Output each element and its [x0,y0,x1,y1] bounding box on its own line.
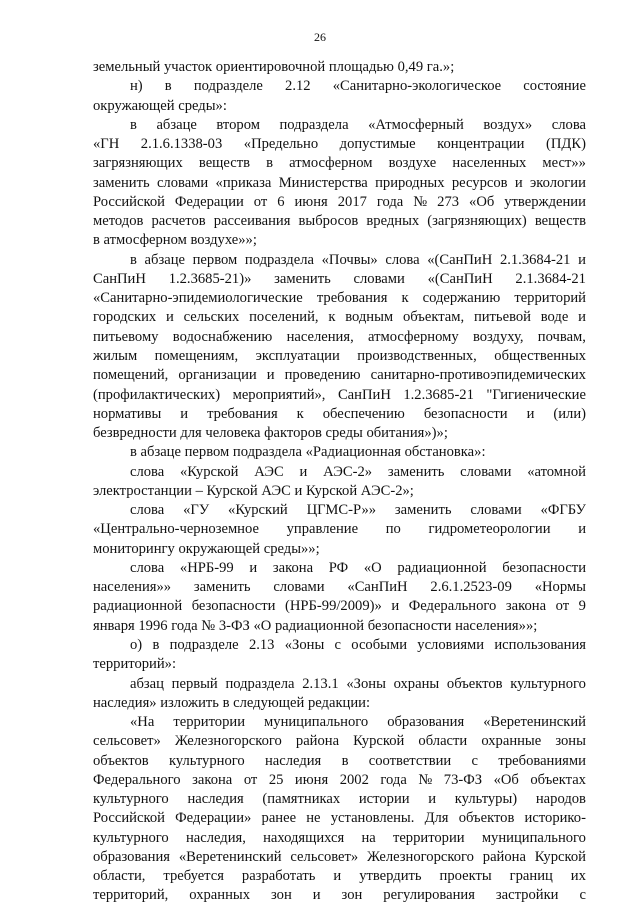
text-line: нормативы и требования к обеспечению безопасности и (или) [93,405,586,422]
text-line: Российской Федерации от 6 июня 2017 года № 273 «Об утверждении [93,193,586,210]
text-line: наследия» изложить в следующей редакции: [93,694,371,711]
text-line: в атмосферном воздухе»»; [93,232,257,249]
text-line: о) в подразделе 2.13 «Зоны с особыми условиями использования [130,636,586,653]
text-line: методов расчетов рассеивания выбросов вредных (загрязняющих) веществ [93,213,586,230]
text-line: в абзаце первом подраздела «Радиационная обстановка»: [130,444,486,461]
text-line: н) в подразделе 2.12 «Санитарно-экологическое состояние [130,78,586,95]
text-line: культурного наследия (памятниках истории и культуры) народов [93,791,586,808]
page-number: 26 [314,30,326,44]
text-line: территорий»: [93,656,177,673]
text-line: Федерального закона от 25 июня 2002 года № 73-ФЗ «Об объектах [93,771,586,788]
text-line: городских и сельских поселений, к водным объектам, питьевой воде и [93,309,586,326]
text-line: объектов культурного наследия в соответствии с требованиями [93,752,586,769]
text-line: «ГН 2.1.6.1338-03 «Предельно допустимые концентрации (ПДК) [93,136,586,153]
text-line: абзац первый подраздела 2.13.1 «Зоны охраны объектов культурного [130,675,586,692]
text-line: в абзаце втором подраздела «Атмосферный воздух» слова [130,116,586,133]
text-line: жилым помещениям, эксплуатации производственных, общественных [93,347,586,364]
text-line: образования «Веретенинский сельсовет» Железногорского района Курской [93,848,586,865]
text-line: «На территории муниципального образования «Веретенинский [130,714,586,731]
text-line: января 1996 года № 3-ФЗ «О радиационной безопасности населения»»; [93,617,538,634]
text-line: радиационной безопасности (НРБ-99/2009)» и Федерального закона от 9 [93,598,586,615]
text-line: Российской Федерации» ранее не установлены. Для объектов историко- [93,810,586,827]
text-line: СанПиН 1.2.3685-21)» заменить словами «(СанПиН 2.1.3684-21 [93,270,586,287]
text-line: слова «ГУ «Курский ЦГМС-Р»» заменить словами «ФГБУ [130,502,586,519]
text-line: земельный участок ориентировочной площадью 0,49 га.»; [93,59,455,75]
text-line: сельсовет» Железногорского района Курской области охранные зоны [93,733,586,750]
text-line: питьевому водоснабжению населения, атмосферному воздуху, почвам, [93,328,586,345]
text-line: «Центрально-черноземное управление по гидрометеорологии и [93,521,586,538]
text-line: окружающей среды»: [93,97,227,114]
text-line: слова «НРБ-99 и закона РФ «О радиационной безопасности [130,559,586,576]
text-line: помещений, организации и проведению санитарно-противоэпидемических [93,367,586,384]
text-line: населения»» заменить словами «СанПиН 2.6.1.2523-09 «Нормы [93,579,586,596]
text-line: (профилактических) мероприятий», СанПиН 1.2.3685-21 "Гигиенические [93,386,586,403]
text-line: «Санитарно-эпидемиологические требования к содержанию территорий [93,290,586,307]
text-line: электростанции – Курской АЭС и Курской АЭС-2»; [93,482,414,499]
text-line: заменить словами «приказа Министерства природных ресурсов и экологии [93,174,586,191]
text-line: территорий, охранных зон и зон регулирования застройки с [93,887,586,904]
text-line: безвредности для человека факторов среды обитания»)»; [93,425,448,442]
text-line: мониторингу окружающей среды»»; [93,540,320,557]
text-line: загрязняющих веществ в атмосферном воздухе населенных мест»» [93,155,586,172]
document-body [93,58,586,906]
text-line: в абзаце первом подраздела «Почвы» слова «(СанПиН 2.1.3684-21 и [130,251,586,268]
text-line: слова «Курской АЭС и АЭС-2» заменить словами «атомной [130,463,586,480]
text-line: культурного наследия, находящихся на территории муниципального [93,829,586,846]
text-line: области, требуется разработать и утвердить проекты границ их [93,868,586,885]
